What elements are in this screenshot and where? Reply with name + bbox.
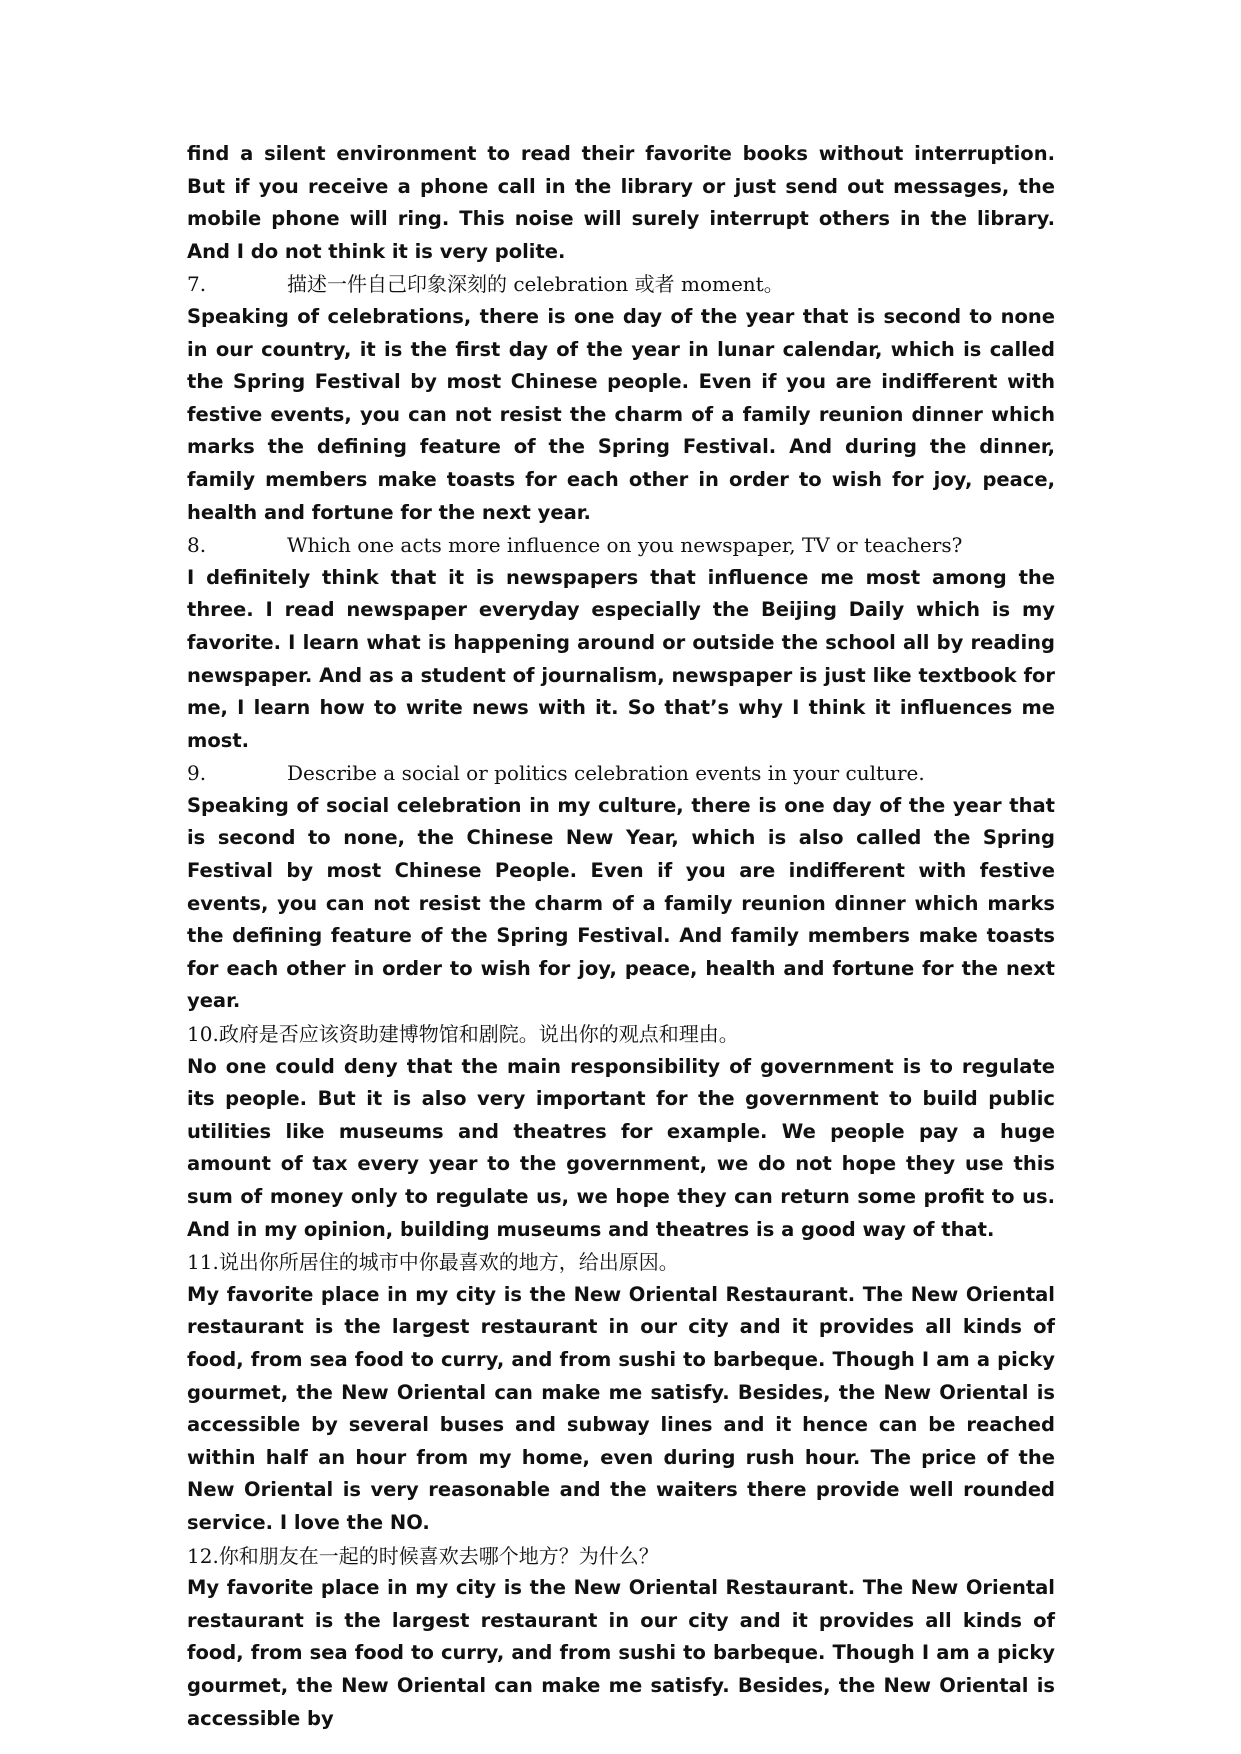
question-text: 政府是否应该资助建博物馆和剧院。说出你的观点和理由。: [218, 1022, 739, 1047]
question-number: 9.: [187, 761, 207, 786]
question-text: 说出你所居住的城市中你最喜欢的地方，给出原因。: [218, 1250, 679, 1275]
question-text: Describe a social or politics celebration events in your culture.: [287, 761, 925, 786]
question-number: 12.: [187, 1543, 219, 1568]
question-text: 你和朋友在一起的时候喜欢去哪个地方？为什么？: [218, 1543, 659, 1568]
answer-paragraph: My favorite place in my city is the New Oriental Restaurant. The New Oriental restaurant is the largest restaurant in our city and it provides all kinds of food, from sea food to curry, and from sushi to barbeque. Though I am a picky gourmet, the New Oriental can make me satisfy. Besides, the New Oriental is accessible by: [187, 1576, 1055, 1730]
answer-paragraph: My favorite place in my city is the New Oriental Restaurant. The New Oriental restaurant is the largest restaurant in our city and it provides all kinds of food, from sea food to curry, and from sushi to barbeque. Though I am a picky gourmet, the New Oriental can make me satisfy. Besides, the New Oriental is accessible by several buses and subway lines and it hence can be reached within half an hour from my home, even during rush hour. The price of the New Oriental is very reasonable and the waiters there provide well rounded service. I love the NO.: [187, 1282, 1055, 1534]
question-text: 描述一件自己印象深刻的 celebration 或者 moment。: [287, 272, 784, 297]
question-number: 7.: [187, 272, 207, 297]
question-8: [187, 529, 1055, 562]
question-number: 10.: [187, 1022, 219, 1047]
answer-paragraph: find a silent environment to read their favorite books without interruption. But if you receive a phone call in the library or just send out messages, the mobile phone will ring. This noise will surely interrupt others in the library. And I do not think it is very polite.: [187, 142, 1055, 263]
question-9: [187, 757, 1055, 790]
question-11: [187, 1246, 1055, 1279]
document-page: [187, 138, 1055, 1735]
answer-paragraph: I definitely think that it is newspapers that influence me most among the three. I read newspaper everyday especially the Beijing Daily which is my favorite. I learn what is happening around or outside the school all by reading newspaper. And as a student of journalism, newspaper is just like textbook for me, I learn how to write news with it. So that’s why I think it influences me most.: [187, 565, 1055, 752]
question-12: [187, 1540, 1055, 1573]
question-7: [187, 268, 1055, 301]
question-text: Which one acts more influence on you newspaper, TV or teachers?: [287, 533, 963, 558]
answer-paragraph: Speaking of social celebration in my culture, there is one day of the year that is second to none, the Chinese New Year, which is also called the Spring Festival by most Chinese People. Even if you are indifferent with festive events, you can not resist the charm of a family reunion dinner which marks the defining feature of the Spring Festival. And family members make toasts for each other in order to wish for joy, peace, health and fortune for the next year.: [187, 793, 1055, 1013]
question-number: 8.: [187, 533, 207, 558]
answer-paragraph: No one could deny that the main responsibility of government is to regulate its people. But it is also very important for the government to build public utilities like museums and theatres for example. We people pay a huge amount of tax every year to the government, we do not hope they use this sum of money only to regulate us, we hope they can return some profit to us. And in my opinion, building museums and theatres is a good way of that.: [187, 1054, 1055, 1241]
question-number: 11.: [187, 1250, 219, 1275]
question-10: [187, 1018, 1055, 1051]
answer-paragraph: Speaking of celebrations, there is one day of the year that is second to none in our country, it is the first day of the year in lunar calendar, which is called the Spring Festival by most Chinese people. Even if you are indifferent with festive events, you can not resist the charm of a family reunion dinner which marks the defining feature of the Spring Festival. And during the dinner, family members make toasts for each other in order to wish for joy, peace, health and fortune for the next year.: [187, 304, 1055, 524]
